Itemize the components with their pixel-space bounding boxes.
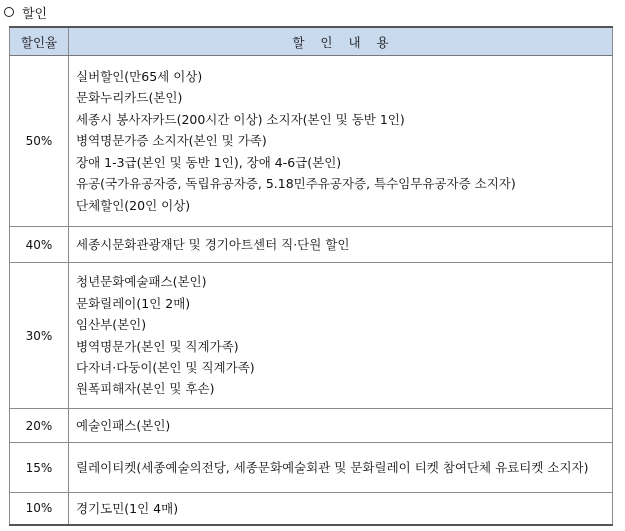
content-cell xyxy=(69,263,613,409)
list-item: 문화릴레이(1인 2매) xyxy=(76,295,191,311)
section-title: 할인 xyxy=(22,6,48,22)
header-rate: 할인율 xyxy=(10,27,69,56)
content-cell xyxy=(69,443,613,493)
list-item: 장애 1-3급(본인 및 동반 1인), 장애 4-6급(본인) xyxy=(76,154,342,170)
rate-cell: 15% xyxy=(10,443,69,493)
list-item: 유공(국가유공자증, 독립유공자증, 5.18민주유공자증, 특수임무유공자증 소지자) xyxy=(76,176,516,192)
discount-table xyxy=(9,26,613,526)
content-cell xyxy=(69,227,613,263)
content-cell xyxy=(69,493,613,525)
list-item: 병역명문가(본인 및 직계가족) xyxy=(76,338,239,354)
list-item: 원폭피해자(본인 및 후손) xyxy=(76,381,215,397)
list-item: 임산부(본인) xyxy=(76,317,147,333)
rate-cell: 40% xyxy=(10,227,69,263)
content-cell xyxy=(69,56,613,227)
table-row xyxy=(10,409,613,443)
list-item: 릴레이티켓(세종예술의전당, 세종문화예술회관 및 문화릴레이 티켓 참여단체 유료티켓 소지자) xyxy=(76,459,589,475)
list-item: 세종시문화관광재단 및 경기아트센터 직·단원 할인 xyxy=(76,236,350,252)
circle-bullet-icon xyxy=(4,7,14,17)
table-row xyxy=(10,227,613,263)
section-heading xyxy=(4,2,47,22)
list-item: 단체할인(20인 이상) xyxy=(76,197,191,213)
content-cell xyxy=(69,409,613,443)
list-item: 병역명문가증 소지자(본인 및 가족) xyxy=(76,133,267,149)
rate-cell: 10% xyxy=(10,493,69,525)
table-row xyxy=(10,263,613,409)
list-item: 청년문화예술패스(본인) xyxy=(76,274,207,290)
list-item: 세종시 봉사자카드(200시간 이상) 소지자(본인 및 동반 1인) xyxy=(76,111,405,127)
rate-cell: 50% xyxy=(10,56,69,227)
list-item: 다자녀·다둥이(본인 및 직계가족) xyxy=(76,359,255,375)
rate-cell: 20% xyxy=(10,409,69,443)
table-row xyxy=(10,443,613,493)
header-content: 할 인 내 용 xyxy=(69,27,613,56)
list-item: 실버할인(만65세 이상) xyxy=(76,69,203,85)
list-item: 문화누리카드(본인) xyxy=(76,90,183,106)
table-header-row xyxy=(10,27,613,56)
list-item: 경기도민(1인 4매) xyxy=(76,500,179,516)
table-row xyxy=(10,493,613,525)
rate-cell: 30% xyxy=(10,263,69,409)
table-row xyxy=(10,56,613,227)
list-item: 예술인패스(본인) xyxy=(76,417,171,433)
